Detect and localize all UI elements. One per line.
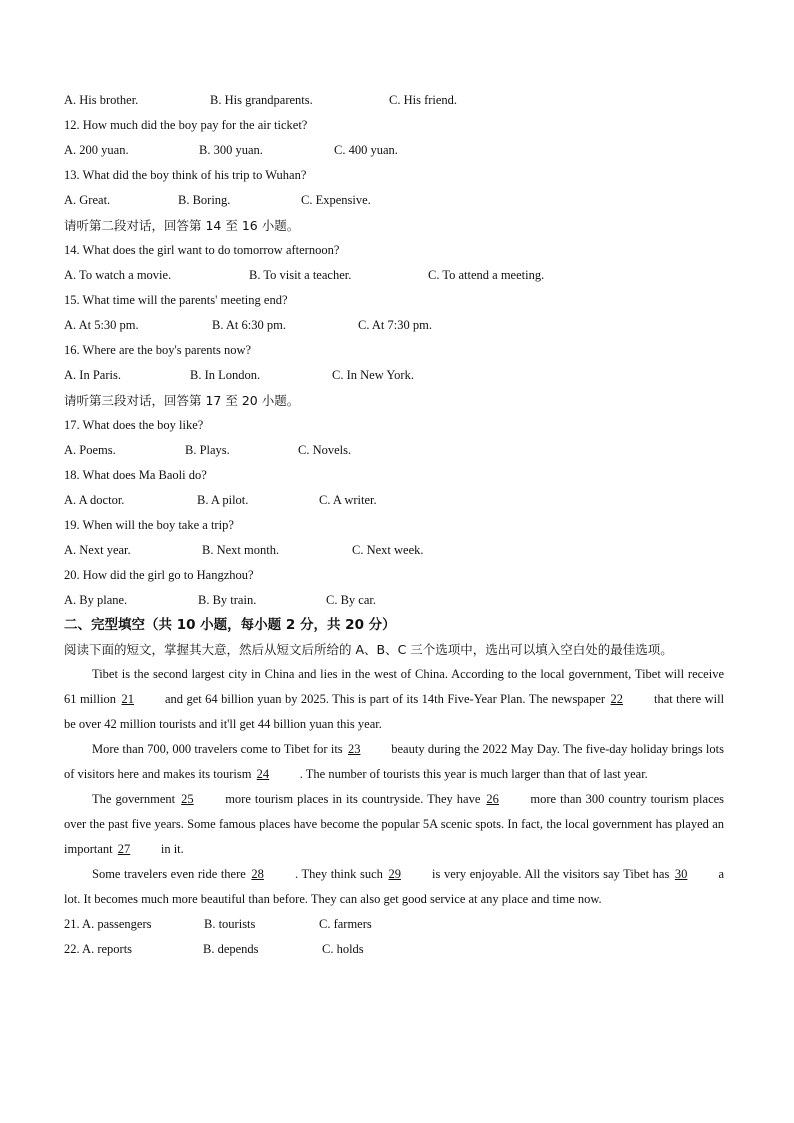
blank-27: 27	[117, 842, 131, 856]
option-b: B. Next month.	[202, 543, 280, 557]
option-a: A. Next year.	[64, 543, 131, 557]
option-c: C. At 7:30 pm.	[358, 318, 432, 332]
question-18: 18. What does Ma Baoli do?	[64, 468, 207, 482]
exam-page	[64, 88, 724, 962]
question-19: 19. When will the boy take a trip?	[64, 518, 234, 532]
option-c: C. Next week.	[352, 543, 424, 557]
option-a: A. A doctor.	[64, 493, 125, 507]
passage-paragraph-4: Some travelers even ride there 28 . They think such 29 is very enjoyable. All the visitors say Tibet has 30 a lot. It becomes much more beautiful than before. They can also get good service at any place and time now.	[64, 862, 724, 912]
options-row-15	[64, 313, 724, 338]
option-b: B. A pilot.	[197, 493, 249, 507]
blank-28: 28	[251, 867, 264, 881]
options-row-13	[64, 188, 724, 213]
option-c: C. farmers	[319, 917, 372, 931]
option-c: C. Novels.	[298, 443, 352, 457]
passage-paragraph-1: Tibet is the second largest city in China and lies in the west of China. According to the local government, Tibet will receive 61 million 21 and get 64 billion yuan by 2025. This is part of its 14th Five-Year Plan. The newspaper 22 that there will be over 42 million tourists and it'll get 44 billion yuan this year.	[64, 667, 725, 731]
option-c: C. 400 yuan.	[334, 143, 398, 157]
option-c: C. holds	[322, 942, 364, 956]
section-instruction: 阅读下面的短文，掌握其大意，然后从短文后所给的 A、B、C 三个选项中，选出可以填入空白处的最佳选项。	[64, 642, 673, 657]
option-a: 22. A. reports	[64, 942, 133, 956]
option-a: A. To watch a movie.	[64, 268, 172, 282]
question-20: 20. How did the girl go to Hangzhou?	[64, 568, 254, 582]
options-row-12	[64, 138, 724, 163]
option-a: A. Great.	[64, 193, 111, 207]
options-row-11	[64, 88, 724, 113]
option-c: C. Expensive.	[301, 193, 371, 207]
section-title: 二、完型填空（共 10 小题，每小题 2 分，共 20 分）	[64, 617, 396, 633]
option-c: C. A writer.	[319, 493, 377, 507]
option-b: B. Boring.	[178, 193, 231, 207]
options-row-20	[64, 588, 724, 613]
option-b: B. depends	[203, 942, 259, 956]
option-b: B. In London.	[190, 368, 261, 382]
option-a: A. In Paris.	[64, 368, 121, 382]
answer-options-21	[64, 912, 724, 937]
options-row-14	[64, 263, 724, 288]
question-16: 16. Where are the boy's parents now?	[64, 343, 252, 357]
passage-paragraph-2: More than 700, 000 travelers come to Tibet for its 23 beauty during the 2022 May Day. The five-day holiday brings lots of visitors here and makes its tourism 24 . The number of tourists this year is much larger than that of last year.	[64, 737, 724, 787]
passage-paragraph-3: The government 25 more tourism places in its countryside. They have 26 more than 300 country tourism places over the past five years. Some famous places have become the popular 5A scenic spots. In fact, the local government has played an important 27 in it.	[64, 787, 724, 862]
dialog-instruction-3: 请听第三段对话，回答第 17 至 20 小题。	[64, 393, 300, 408]
option-b: B. To visit a teacher.	[249, 268, 352, 282]
options-row-18	[64, 488, 724, 513]
option-b: B. By train.	[198, 593, 257, 607]
options-row-17	[64, 438, 724, 463]
question-13: 13. What did the boy think of his trip to Wuhan?	[64, 168, 307, 182]
option-a: A. By plane.	[64, 593, 128, 607]
question-17: 17. What does the boy like?	[64, 418, 204, 432]
blank-23: 23	[347, 742, 361, 756]
answer-options-22	[64, 937, 724, 962]
options-row-16	[64, 363, 724, 388]
question-15: 15. What time will the parents' meeting end?	[64, 293, 288, 307]
blank-29: 29	[388, 867, 401, 881]
blank-22: 22	[610, 692, 624, 706]
option-c: C. By car.	[326, 593, 376, 607]
option-c: C. His friend.	[389, 93, 458, 107]
option-b: B. Plays.	[185, 443, 230, 457]
dialog-instruction-2: 请听第二段对话，回答第 14 至 16 小题。	[64, 218, 300, 233]
option-c: C. In New York.	[332, 368, 414, 382]
option-a: A. At 5:30 pm.	[64, 318, 139, 332]
option-b: B. tourists	[204, 917, 256, 931]
blank-25: 25	[181, 792, 194, 806]
option-b: B. 300 yuan.	[199, 143, 263, 157]
option-a: A. His brother.	[64, 93, 139, 107]
option-c: C. To attend a meeting.	[428, 268, 545, 282]
blank-26: 26	[486, 792, 499, 806]
option-a: A. 200 yuan.	[64, 143, 129, 157]
blank-30: 30	[674, 867, 688, 881]
option-b: B. His grandparents.	[210, 93, 313, 107]
options-row-19	[64, 538, 724, 563]
option-a: 21. A. passengers	[64, 917, 152, 931]
option-b: B. At 6:30 pm.	[212, 318, 286, 332]
question-12: 12. How much did the boy pay for the air ticket?	[64, 118, 308, 132]
option-a: A. Poems.	[64, 443, 116, 457]
question-14: 14. What does the girl want to do tomorrow afternoon?	[64, 243, 340, 257]
blank-24: 24	[256, 767, 270, 781]
blank-21: 21	[121, 692, 135, 706]
